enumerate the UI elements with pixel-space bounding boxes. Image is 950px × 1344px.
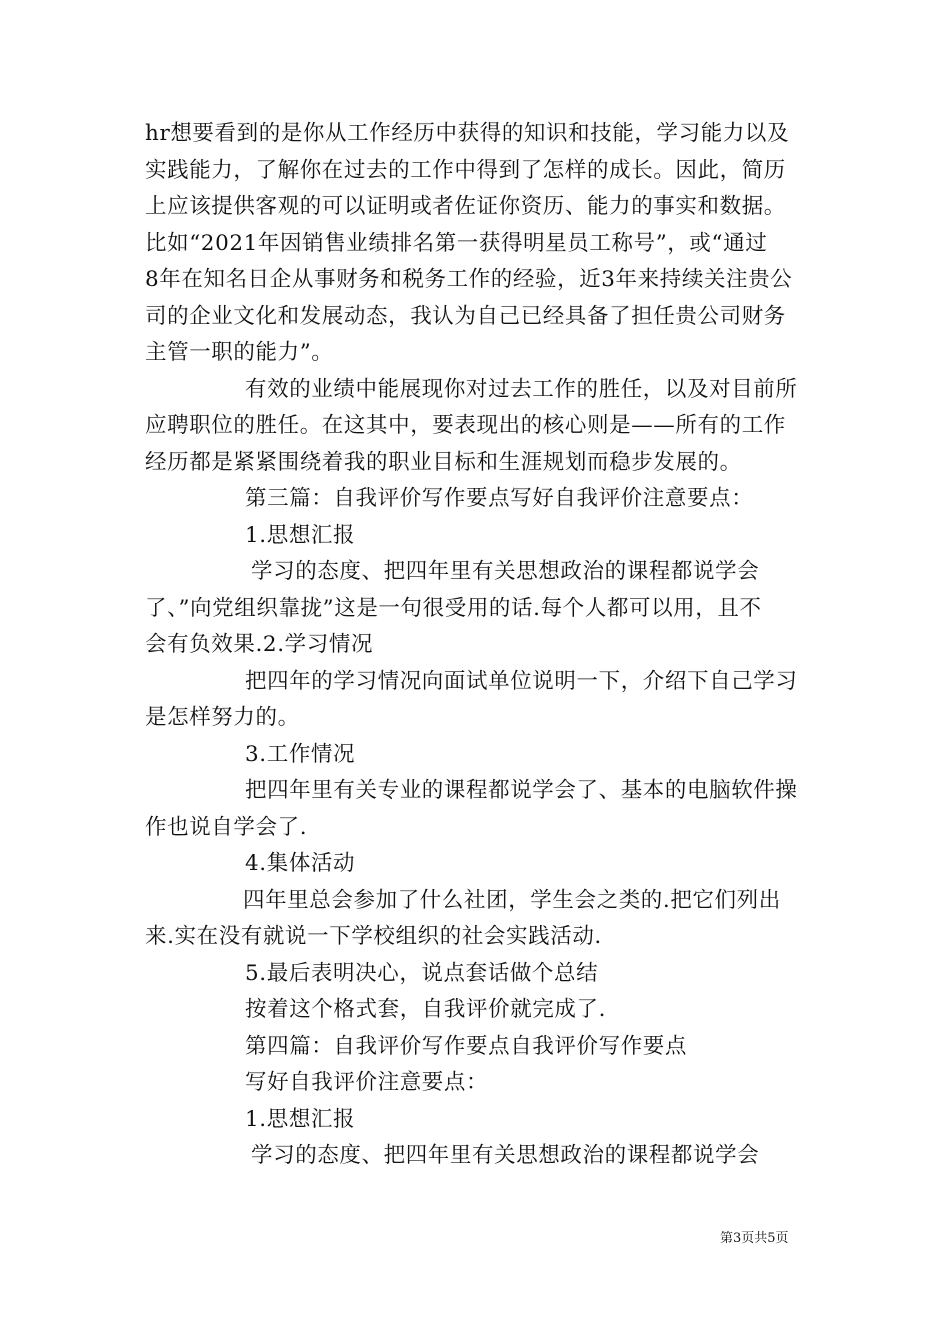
document-body: [145, 116, 810, 1175]
text-line: 按着这个格式套，自我评价就完成了.: [245, 997, 607, 1022]
list-heading: 1.思想汇报: [245, 522, 356, 548]
text-line: 学习的态度、把四年里有关思想政治的课程都说学会: [251, 559, 760, 584]
text-line: 比如“2021年因销售业绩排名第一获得明星员工称号”，或“通过: [145, 230, 768, 256]
text-line: 四年里总会参加了什么社团，学生会之类的.把它们列出: [243, 887, 781, 913]
text-line: 会有负效果.2.学习情况: [145, 632, 374, 657]
text-line: 是怎样努力的。: [145, 705, 300, 730]
text-line: 主管一职的能力”。: [145, 340, 334, 365]
section-heading: 第四篇：自我评价写作要点自我评价写作要点: [245, 1033, 688, 1059]
text-line: 来.实在没有就说一下学校组织的社会实践活动.: [145, 924, 602, 949]
text-line: 应聘职位的胜任。在这其中，要表现出的核心则是——所有的工作: [145, 413, 786, 438]
text-line: 经历都是紧紧围绕着我的职业目标和生涯规划而稳步发展的。: [145, 449, 742, 475]
text-line: 司的企业文化和发展动态，我认为自己已经具备了担任贵公司财务: [145, 303, 786, 329]
text-line: 把四年的学习情况向面试单位说明一下，介绍下自己学习: [245, 668, 798, 694]
list-heading: 3.工作情况: [245, 741, 356, 767]
section-heading: 第三篇：自我评价写作要点写好自我评价注意要点：: [245, 486, 754, 511]
text-line: 作也说自学会了.: [145, 814, 308, 840]
list-heading: 1.思想汇报: [245, 1106, 356, 1132]
list-heading: 5.最后表明决心，说点套话做个总结: [245, 960, 599, 986]
list-heading: 4.集体活动: [245, 851, 356, 876]
text-line: 8年在知名日企从事财务和税务工作的经验，近3年来持续关注贵公: [145, 267, 793, 292]
text-line: hr想要看到的是你从工作经历中获得的知识和技能，学习能力以及: [145, 121, 790, 146]
text-line: 学习的态度、把四年里有关思想政治的课程都说学会: [251, 1143, 760, 1168]
text-line: 实践能力，了解你在过去的工作中得到了怎样的成长。因此，简历: [145, 157, 786, 183]
page-number: 第3页共5页: [720, 1231, 789, 1246]
text-line: 把四年里有关专业的课程都说学会了、基本的电脑软件操: [245, 778, 798, 803]
text-line: 写好自我评价注意要点：: [245, 1070, 489, 1095]
text-line: 了、”向党组织靠拢”这是一句很受用的话.每个人都可以用，且不: [145, 595, 762, 621]
text-line: 上应该提供客观的可以证明或者佐证你资历、能力的事实和数据。: [145, 194, 786, 219]
text-line: 有效的业绩中能展现你对过去工作的胜任，以及对目前所: [245, 376, 798, 402]
